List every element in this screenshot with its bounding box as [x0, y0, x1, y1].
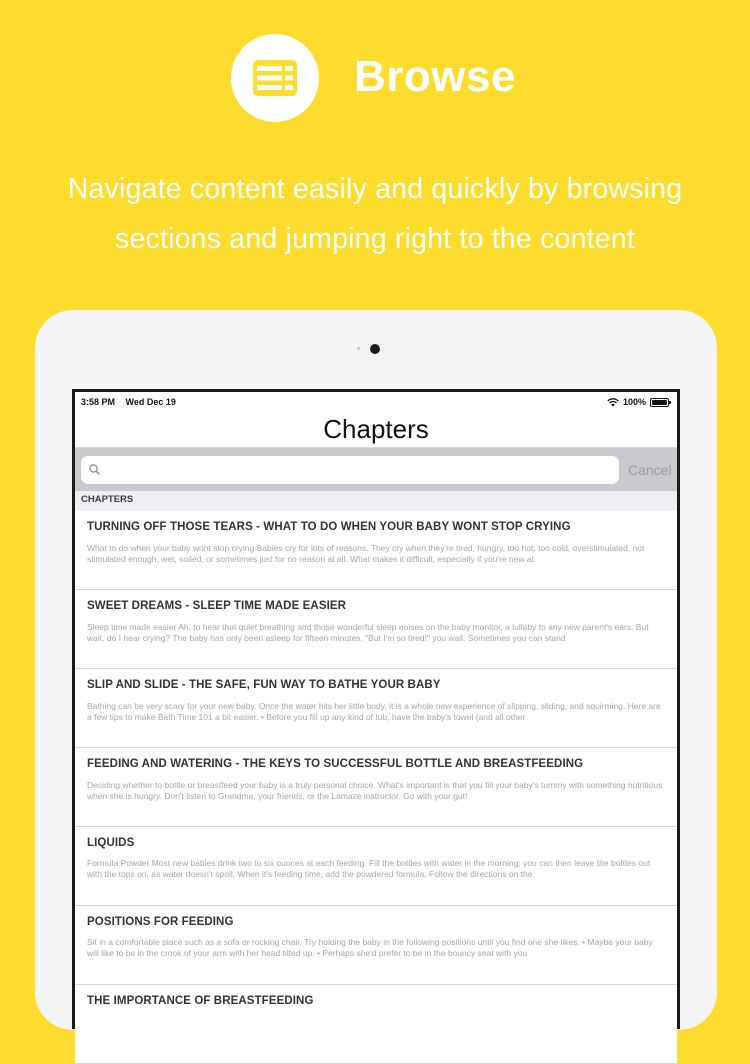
chapter-description: Formula Powder Most new babies drink two to six ounces at each feeding. Fill the bottles with water in the morning; you can then leave the bottles out with the tops on, as water doesn't spoil. When it's feeding time, add the powdered formula. Follow the directions on the: [87, 858, 651, 880]
chapter-row[interactable]: [75, 590, 677, 669]
promo-header: [0, 0, 750, 300]
search-bar: [75, 448, 677, 491]
battery-icon: [650, 398, 669, 407]
chapter-description: Sit in a comfortable place such as a sofa or rocking chair. Try holding the baby in the following positions until you find one she likes. • Maybe your baby will like to be in the crook of your arm with her head tilted up. • Perhaps she'd prefer to be in the bouncy seat with you: [87, 937, 653, 959]
front-camera: [370, 344, 380, 354]
promo-subtitle-line-2: sections and jumping right to the content: [115, 223, 635, 255]
promo-subtitle-line-1: Navigate content easily and quickly by browsing: [67, 173, 683, 205]
search-field[interactable]: [81, 456, 619, 484]
chapter-title: LIQUIDS: [87, 837, 135, 849]
chapter-description: Deciding whether to bottle or breastfeed your baby is a truly personal choice. What's important is that you fill your baby's tummy with something nutritious when she is hungry. Don't listen to Grandma, your friends, or the Lamaze instructor. Go with your gut!: [87, 780, 663, 802]
promo-title: Browse: [354, 52, 516, 101]
chapter-description: What to do when your baby wont stop crying Babies cry for lots of reasons. They cry when they're tired, hungry, too hot, too cold, overstimulated, not stimulated enough, wet, soiled, or sometimes just for no reason at all. What makes it difficult, especially if you're new at: [87, 543, 645, 565]
chapter-title: THE IMPORTANCE OF BREASTFEEDING: [87, 995, 314, 1007]
wifi-icon: [607, 398, 619, 407]
chapter-title: TURNING OFF THOSE TEARS - WHAT TO DO WHEN YOUR BABY WONT STOP CRYING: [87, 521, 571, 533]
cancel-button[interactable]: Cancel: [628, 461, 672, 478]
chapter-title: SLIP AND SLIDE - THE SAFE, FUN WAY TO BATHE YOUR BABY: [87, 679, 441, 691]
chapter-title: SWEET DREAMS - SLEEP TIME MADE EASIER: [87, 600, 347, 612]
app-screen: [75, 392, 677, 1029]
search-icon: [89, 464, 100, 475]
list-icon: [253, 60, 297, 96]
chapter-title: FEEDING AND WATERING - THE KEYS TO SUCCESSFUL BOTTLE AND BREASTFEEDING: [87, 758, 584, 770]
chapter-row[interactable]: [75, 511, 677, 590]
chapter-row[interactable]: [75, 748, 677, 827]
section-header: CHAPTERS: [75, 491, 677, 511]
chapter-row[interactable]: [75, 827, 677, 906]
browse-badge: [231, 34, 319, 122]
tablet-frame: [35, 310, 717, 1030]
chapter-description: Bathing can be very scary for your new baby. Once the water hits her little body, it is a whole new experience of slipping, sliding, and squirming. Here are a few tips to make Bath Time 101 a bit easier. • Before you fill up any kind of tub, have the baby's towel (and all other: [87, 701, 661, 723]
chapter-row[interactable]: [75, 669, 677, 748]
chapter-title: POSITIONS FOR FEEDING: [87, 916, 234, 928]
chapter-row[interactable]: [75, 985, 677, 1064]
status-time: 3:58 PM: [81, 397, 116, 407]
page-title: Chapters: [75, 412, 677, 448]
chapter-description: Sleep time made easier Ah, to hear that quiet breathing and those wonderful sleep noises on the baby monitor, a lullaby to any new parent's ears. But wait, do I hear crying? The baby has only been asleep for fifteen minutes. "But I'm so tired!" you wail. Sometimes you can stand: [87, 622, 649, 644]
chapter-row[interactable]: [75, 906, 677, 985]
chapter-list: [75, 511, 677, 1064]
promo-subtitle: [20, 164, 730, 264]
tablet-screen: [72, 389, 680, 1029]
status-date: Wed Dec 19: [125, 397, 176, 407]
status-bar: [75, 392, 677, 412]
search-input[interactable]: [106, 462, 619, 477]
sensor-dot: [357, 347, 360, 350]
battery-percent: 100%: [622, 397, 646, 407]
